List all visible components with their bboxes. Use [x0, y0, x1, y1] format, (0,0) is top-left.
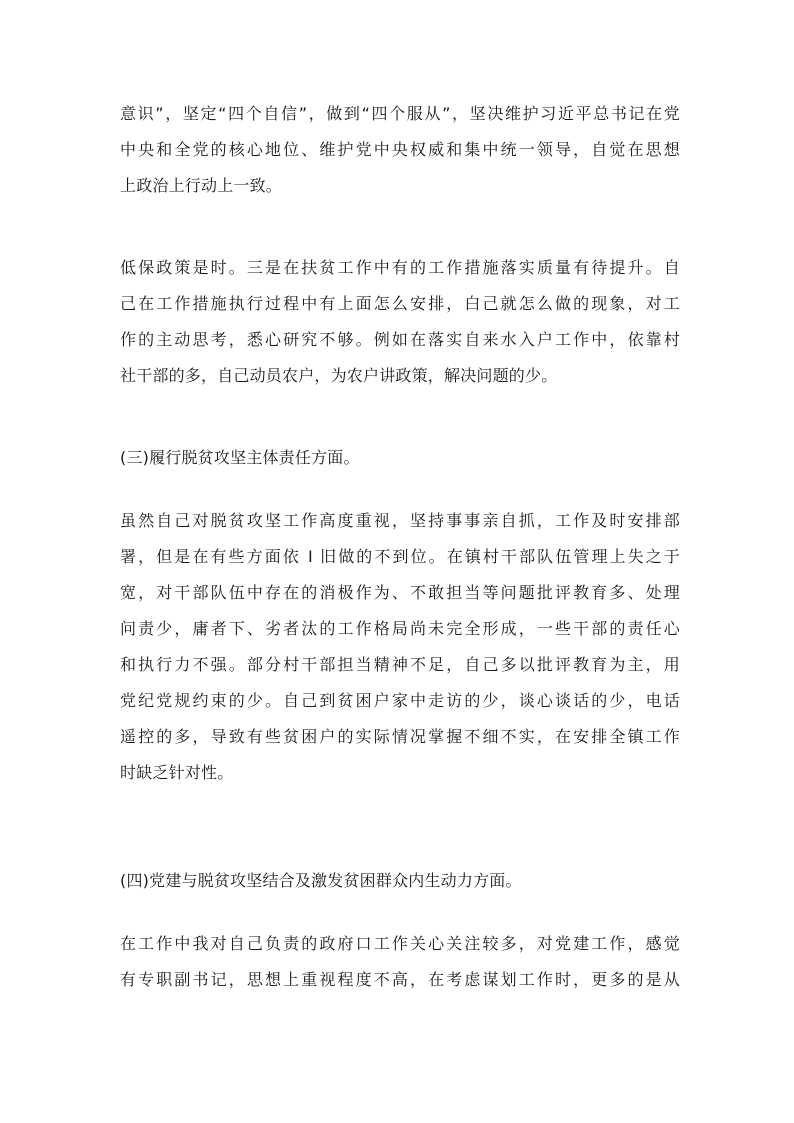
text-line: 宽，对干部队伍中存在的消极作为、不敢担当等问题批评教育多、处理 — [120, 583, 680, 602]
text-line: 社干部的多，自己动员农户，为农户讲政策，解决问题的少。 — [120, 366, 558, 385]
text-line: 问责少，庸者下、劣者汰的工作格局尚未完全形成，一些干部的责任心 — [120, 619, 680, 638]
heading-line: (三)履行脱贫攻坚主体责任方面。 — [120, 448, 360, 467]
paragraph-continuation-intro — [120, 96, 680, 204]
section-heading-3 — [120, 440, 680, 476]
text-line: 党纪党规约束的少。自己到贫困户家中走访的少，谈心谈话的少，电话 — [120, 691, 680, 710]
text-line: 和执行力不强。部分村干部担当精神不足，自己多以批评教育为主，用 — [120, 655, 680, 674]
text-line: 署，但是在有些方面依 I 旧做的不到位。在镇村干部队伍管理上失之于 — [120, 547, 680, 566]
paragraph-party-building — [120, 926, 680, 998]
heading-line: (四)党建与脱贫攻坚结合及激发贫困群众内生动力方面。 — [120, 871, 522, 890]
paragraph-responsibility — [120, 503, 680, 791]
text-line: 有专职副书记，思想上重视程度不高，在考虑谋划工作时，更多的是从 — [120, 970, 680, 989]
text-line: 己在工作措施执行过程中有上面怎么安排，白己就怎么做的现象，对工 — [120, 294, 680, 313]
text-line: 遥控的多，导致有些贫困户的实际情况掌握不细不实，在安排全镇工作 — [120, 727, 680, 746]
text-line: 低保政策是时。三是在扶贫工作中有的工作措施落实质量有待提升。自 — [120, 258, 680, 277]
text-line: 中央和全党的核心地位、维护党中央权威和集中统一领导，自觉在思想 — [120, 140, 680, 159]
text-line: 意识”，坚定“四个自信”，做到“四个服从”，坚决维护习近平总书记在党 — [120, 104, 680, 123]
text-line: 时缺乏针对性。 — [120, 763, 234, 782]
text-line: 上政治上行动上一致。 — [120, 176, 283, 195]
text-line: 虽然自己对脱贫攻坚工作高度重视，坚持事事亲自抓，工作及时安排部 — [120, 511, 680, 530]
section-heading-4 — [120, 863, 680, 899]
text-line: 在工作中我对自己负责的政府口工作关心关注较多，对党建工作，感觉 — [120, 934, 680, 953]
paragraph-poverty-measures — [120, 250, 680, 394]
text-line: 作的主动思考，悉心研究不够。例如在落实自来水入户工作中，依靠村 — [120, 330, 680, 349]
